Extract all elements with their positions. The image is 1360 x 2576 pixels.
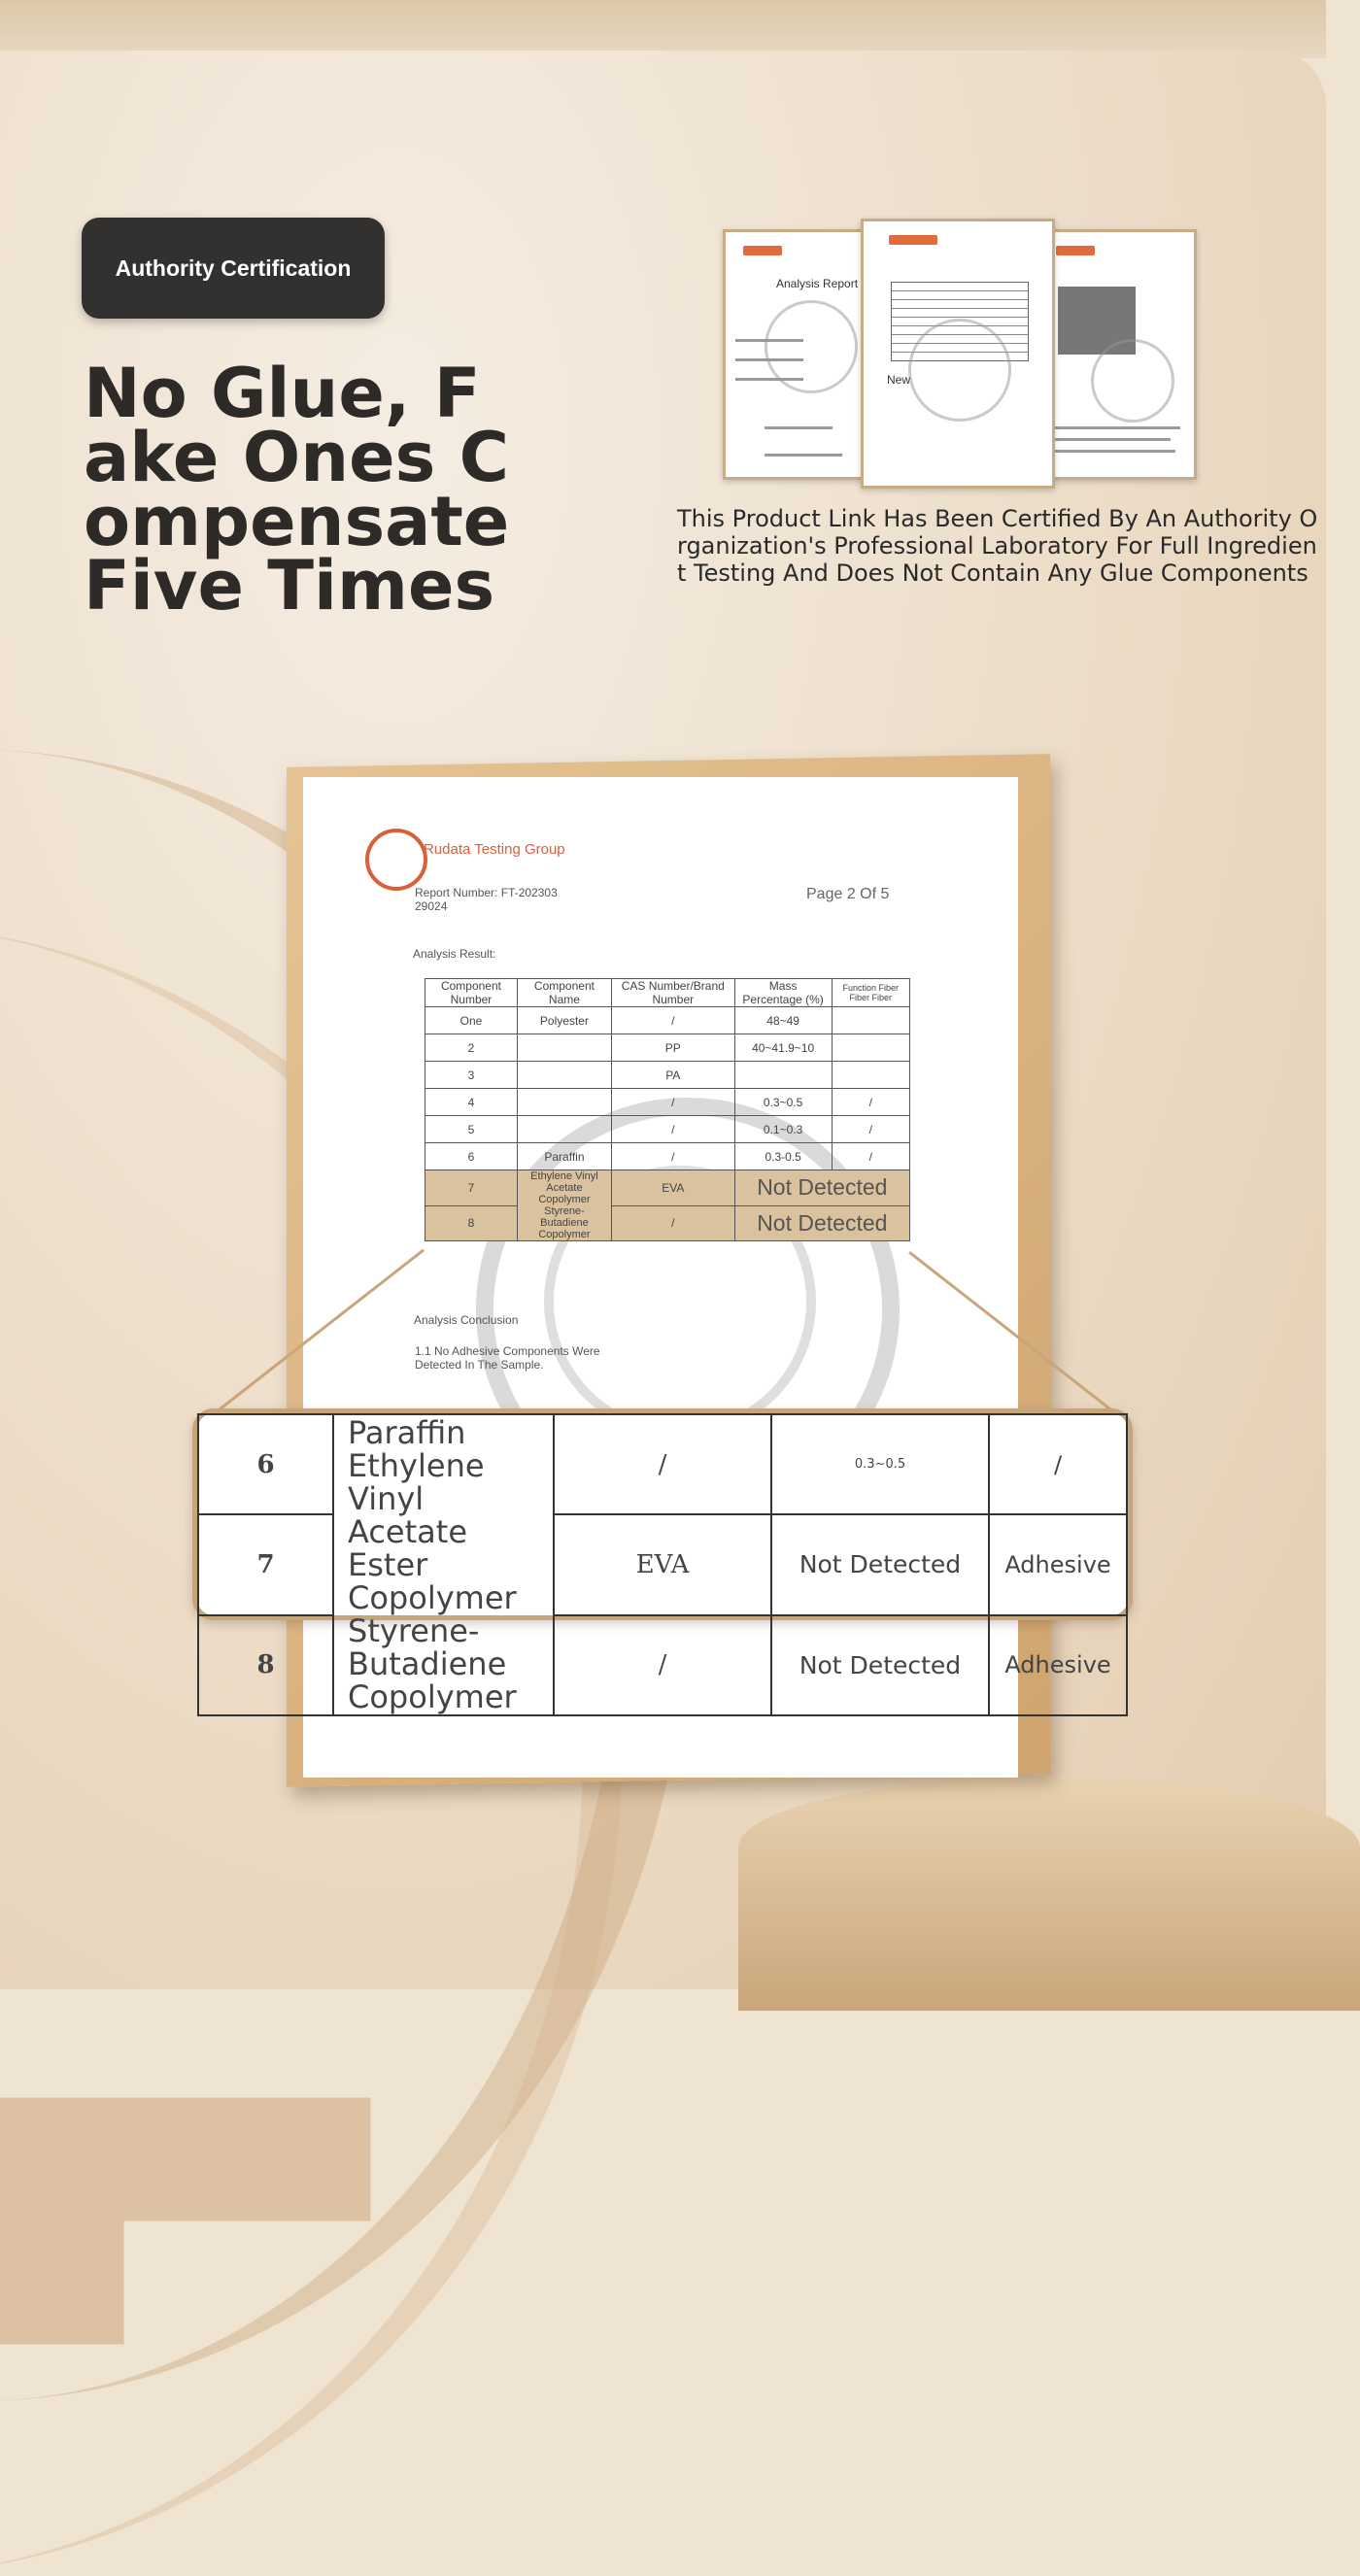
cell-cas: EVA <box>554 1514 771 1614</box>
cell-cas: / <box>554 1615 771 1715</box>
zoomed-table-callout <box>192 1408 1133 1715</box>
table-header: Component Name <box>517 979 611 1007</box>
thumbnail-label: New <box>887 373 911 387</box>
cell-number: 7 <box>198 1514 333 1614</box>
report-thumbnail-left <box>723 229 874 480</box>
stamp-icon <box>908 319 1011 422</box>
table-row <box>425 1143 910 1170</box>
cell-mass: 48~49 <box>734 1007 832 1034</box>
thumbnail-title: Analysis Report <box>776 277 859 290</box>
cell-number: 2 <box>425 1034 518 1062</box>
stamp-icon <box>1091 339 1174 423</box>
cell-name: Paraffin Ethylene Vinyl Acetate Ester Copolymer Styrene-Butadiene Copolymer <box>333 1414 554 1715</box>
table-row <box>198 1414 1127 1514</box>
cell-mass: Not Detected <box>771 1615 989 1715</box>
cell-function <box>832 1034 909 1062</box>
top-background-strip <box>0 0 1326 58</box>
cell-mass: 40~41.9~10 <box>734 1034 832 1062</box>
cell-mass: 0.3~0.5 <box>734 1089 832 1116</box>
cell-number: 8 <box>198 1615 333 1715</box>
cell-cas: / <box>611 1089 734 1116</box>
seal-logo-icon <box>1056 246 1095 255</box>
table-row <box>425 1116 910 1143</box>
cell-function: Adhesive <box>989 1514 1127 1614</box>
organization-name: Rudata Testing Group <box>424 841 565 858</box>
testing-group-logo-icon <box>365 829 427 891</box>
report-thumbnail-right <box>1039 229 1197 480</box>
certification-description: This Product Link Has Been Certified By An Authority Organization's Professional Laboratory For Full Ingredient Testing And Does Not Contain Any Glue Components <box>677 505 1318 587</box>
cell-name: Ethylene Vinyl Acetate Copolymer Styrene-Butadiene Copolymer <box>517 1170 611 1241</box>
cell-name: Paraffin <box>517 1143 611 1170</box>
table-header: Component Number <box>425 979 518 1007</box>
table-row <box>425 1062 910 1089</box>
cell-cas: / <box>611 1205 734 1241</box>
cell-mass: 0.3~0.5 <box>771 1414 989 1514</box>
authority-certification-badge <box>82 218 385 319</box>
table-header: Function Fiber Fiber Fiber <box>832 979 909 1007</box>
page-title: No Glue, Fake Ones Compensate Five Times <box>84 354 510 626</box>
cell-number: 4 <box>425 1089 518 1116</box>
cell-number: One <box>425 1007 518 1034</box>
cell-cas: / <box>554 1414 771 1514</box>
cell-name <box>517 1034 611 1062</box>
page-indicator: Page 2 Of 5 <box>806 886 890 902</box>
table-header-row <box>425 979 910 1007</box>
table-row-highlighted <box>425 1205 910 1241</box>
cell-mass: Not Detected <box>771 1514 989 1614</box>
cell-number: 6 <box>198 1414 333 1514</box>
seal-logo-icon <box>743 246 782 255</box>
cell-cas: PP <box>611 1034 734 1062</box>
cell-number: 5 <box>425 1116 518 1143</box>
cell-mass <box>734 1062 832 1089</box>
cell-number: 6 <box>425 1143 518 1170</box>
zoomed-table <box>197 1413 1128 1716</box>
cell-function: / <box>832 1143 909 1170</box>
cell-number: 7 <box>425 1170 518 1206</box>
analysis-result-heading: Analysis Result: <box>413 947 496 961</box>
cell-mass: Not Detected <box>734 1170 909 1206</box>
table-row <box>425 1089 910 1116</box>
cell-name <box>517 1089 611 1116</box>
table-row <box>425 1007 910 1034</box>
report-number: Report Number: FT-202303 29024 <box>415 886 558 913</box>
table-header: Mass Percentage (%) <box>734 979 832 1007</box>
cell-cas: / <box>611 1116 734 1143</box>
cell-cas: EVA <box>611 1170 734 1206</box>
analysis-conclusion-text: 1.1 No Adhesive Components Were Detected In The Sample. <box>415 1344 600 1372</box>
table-header: CAS Number/Brand Number <box>611 979 734 1007</box>
cell-function: / <box>989 1414 1127 1514</box>
table-row-highlighted <box>425 1170 910 1206</box>
cell-name: Polyester <box>517 1007 611 1034</box>
cell-function <box>832 1062 909 1089</box>
analysis-table <box>425 978 910 1241</box>
cell-mass: 0.1~0.3 <box>734 1116 832 1143</box>
cell-cas: / <box>611 1143 734 1170</box>
report-thumbnail-middle <box>861 219 1055 489</box>
table-row <box>425 1034 910 1062</box>
badge-label: Authority Certification <box>115 254 352 281</box>
seal-logo-icon <box>889 235 937 245</box>
cell-name <box>517 1116 611 1143</box>
cell-number: 3 <box>425 1062 518 1089</box>
analysis-conclusion-heading: Analysis Conclusion <box>414 1313 519 1327</box>
display-pedestal <box>738 1778 1360 2011</box>
cell-mass: 0.3-0.5 <box>734 1143 832 1170</box>
cell-mass: Not Detected <box>734 1205 909 1241</box>
cell-function <box>832 1007 909 1034</box>
cell-function: Adhesive <box>989 1615 1127 1715</box>
cell-function: / <box>832 1089 909 1116</box>
cell-cas: / <box>611 1007 734 1034</box>
cell-function: / <box>832 1116 909 1143</box>
cell-number: 8 <box>425 1205 518 1241</box>
cell-name <box>517 1062 611 1089</box>
cell-cas: PA <box>611 1062 734 1089</box>
